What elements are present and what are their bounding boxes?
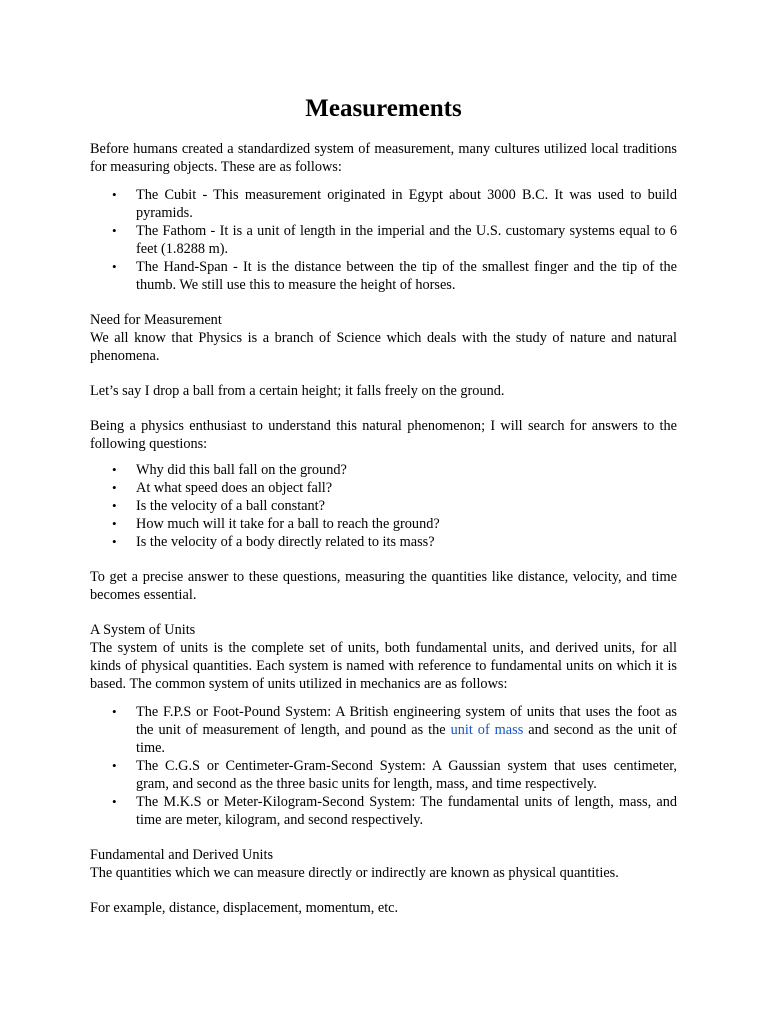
fundamental-paragraph-2: For example, distance, displacement, momentum, etc.: [90, 900, 399, 916]
list-item-cubit: • The Cubit - This measurement originated in Egypt about 3000 B.C. It was used to build pyramids.: [112, 187, 677, 221]
systems-list: [90, 703, 677, 829]
need-paragraph-4: To get a precise answer to these questions, measuring the quantities like distance, velocity, and time becomes essential.: [90, 569, 677, 603]
list-item-hand-span: • The Hand-Span - It is the distance between the tip of the smallest finger and the tip of the thumb. We still use this to measure the height of horses.: [112, 259, 677, 293]
question-item: • At what speed does an object fall?: [112, 480, 333, 496]
bullet-icon: •: [112, 187, 117, 202]
ancient-units-list: [90, 186, 677, 294]
bullet-icon: •: [112, 480, 117, 495]
document-page: [90, 92, 677, 917]
fundamental-paragraph-1: The quantities which we can measure directly or indirectly are known as physical quantities.: [90, 865, 619, 881]
bullet-icon: •: [112, 259, 117, 274]
bullet-icon: •: [112, 223, 117, 238]
page-title: Measurements: [305, 95, 462, 122]
heading-fundamental-derived: Fundamental and Derived Units: [90, 847, 274, 863]
need-paragraph-2: Let’s say I drop a ball from a certain height; it falls freely on the ground.: [90, 383, 505, 399]
list-item-fathom: • The Fathom - It is a unit of length in the imperial and the U.S. customary systems equal to 6 feet (1.8288 m).: [112, 223, 677, 257]
need-paragraph-3: Being a physics enthusiast to understand this natural phenomenon; I will search for answers to the following questions:: [90, 418, 677, 452]
questions-list: [90, 461, 677, 551]
list-item-fps: • The F.P.S or Foot-Pound System: A British engineering system of units that uses the foot as the unit of measurement of length, and pound as the unit of mass and second as the unit of time.: [112, 704, 678, 756]
question-item: • Is the velocity of a body directly related to its mass?: [112, 534, 435, 550]
bullet-icon: •: [112, 516, 117, 531]
bullet-icon: •: [112, 534, 117, 549]
bullet-icon: •: [112, 462, 117, 477]
systems-paragraph: The system of units is the complete set of units, both fundamental units, and derived units, for all kinds of physical quantities. Each system is named with reference to fundamental units on which it is based. The common system of units utilized in mechanics are as follows:: [90, 640, 677, 692]
bullet-icon: •: [112, 794, 117, 809]
list-item-cgs: • The C.G.S or Centimeter-Gram-Second System: A Gaussian system that uses centimeter, gram, and second as the three basic units for length, mass, and time respectively.: [112, 758, 677, 792]
heading-system-of-units: A System of Units: [90, 622, 196, 638]
bullet-icon: •: [112, 498, 117, 513]
question-item: • Is the velocity of a ball constant?: [112, 498, 325, 514]
unit-of-mass-link[interactable]: unit of mass: [450, 722, 524, 738]
intro-paragraph: Before humans created a standardized system of measurement, many cultures utilized local traditions for measuring objects. These are as follows:: [90, 141, 677, 175]
need-paragraph-1: We all know that Physics is a branch of Science which deals with the study of nature and natural phenomena.: [90, 330, 677, 364]
bullet-icon: •: [112, 704, 117, 719]
heading-need-for-measurement: Need for Measurement: [90, 312, 222, 328]
question-item: • Why did this ball fall on the ground?: [112, 462, 347, 478]
bullet-icon: •: [112, 758, 117, 773]
list-item-mks: • The M.K.S or Meter-Kilogram-Second System: The fundamental units of length, mass, and time are meter, kilogram, and second respectively.: [112, 794, 677, 828]
question-item: • How much will it take for a ball to reach the ground?: [112, 516, 440, 532]
